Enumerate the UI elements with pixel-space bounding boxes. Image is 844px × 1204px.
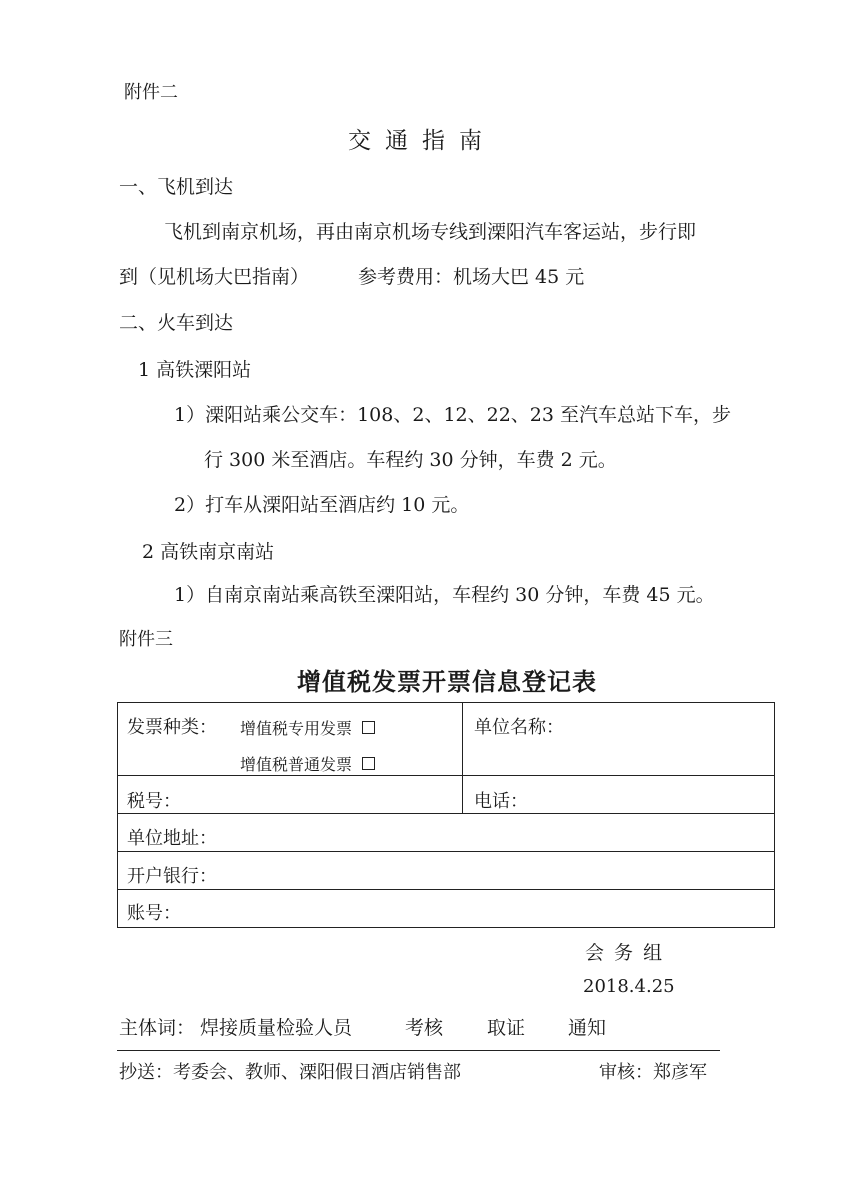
plane-fee-reference: 参考费用：机场大巴 45 元 <box>358 266 585 288</box>
attachment-three-label: 附件三 <box>119 629 173 650</box>
issue-date: 2018.4.25 <box>583 976 675 997</box>
subject-keyword: 焊接质量检验人员 <box>200 1017 353 1039</box>
subject-keyword: 取证 <box>487 1017 526 1039</box>
table-column-divider <box>462 703 463 813</box>
table-row-divider <box>118 775 774 776</box>
invoice-form-title: 增值税发票开票信息登记表 <box>297 668 597 696</box>
issuing-org: 会 务 组 <box>585 942 665 964</box>
table-row-divider <box>118 813 774 814</box>
subject-keyword: 通知 <box>568 1017 607 1039</box>
option-special-invoice[interactable] <box>240 716 375 739</box>
tax-number-field[interactable]: 税号： <box>127 791 181 812</box>
subject-keyword: 考核 <box>405 1017 444 1039</box>
plane-paragraph-line1: 飞机到南京机场，再由南京机场专线到溧阳汽车客运站，步行即 <box>164 221 697 243</box>
invoice-type-label: 发票种类： <box>127 717 217 738</box>
option-general-invoice[interactable] <box>240 752 375 775</box>
phone-field[interactable]: 电话： <box>474 791 528 812</box>
unit-address-field[interactable]: 单位地址： <box>127 828 217 849</box>
option-general-label: 增值税普通发票 <box>240 755 353 774</box>
cc-line: 抄送：考委会、教师、溧阳假日酒店销售部 <box>119 1062 461 1083</box>
general-invoice-checkbox[interactable] <box>362 757 375 770</box>
guide-title: 交通指南 <box>348 128 496 154</box>
table-row-divider <box>118 851 774 852</box>
sub-liyang-station-heading: 1 高铁溧阳站 <box>138 359 252 381</box>
plane-paragraph-line2: 到（见机场大巴指南） <box>119 266 310 288</box>
section-train-heading: 二、火车到达 <box>119 312 234 334</box>
subject-label: 主体词： <box>119 1017 196 1039</box>
bank-field[interactable]: 开户银行： <box>127 866 217 887</box>
footer-divider <box>117 1050 720 1051</box>
option-special-label: 增值税专用发票 <box>240 719 353 738</box>
table-row-divider <box>118 889 774 890</box>
special-invoice-checkbox[interactable] <box>362 721 375 734</box>
invoice-info-table <box>117 702 775 928</box>
nanjing-south-item: 1）自南京南站乘高铁至溧阳站，车程约 30 分钟，车费 45 元。 <box>174 584 715 606</box>
liyang-bus-line2: 行 300 米至酒店。车程约 30 分钟，车费 2 元。 <box>204 449 617 471</box>
liyang-bus-line1: 1）溧阳站乘公交车：108、2、12、22、23 至汽车总站下车，步 <box>174 404 732 426</box>
sub-nanjing-south-heading: 2 高铁南京南站 <box>142 541 275 563</box>
attachment-two-label: 附件二 <box>124 82 178 103</box>
reviewer: 审核：郑彦军 <box>599 1062 707 1083</box>
unit-name-field[interactable]: 单位名称： <box>474 717 564 738</box>
section-plane-heading: 一、飞机到达 <box>119 176 234 198</box>
liyang-taxi-item: 2）打车从溧阳站至酒店约 10 元。 <box>174 494 470 516</box>
account-field[interactable]: 账号： <box>127 903 181 924</box>
